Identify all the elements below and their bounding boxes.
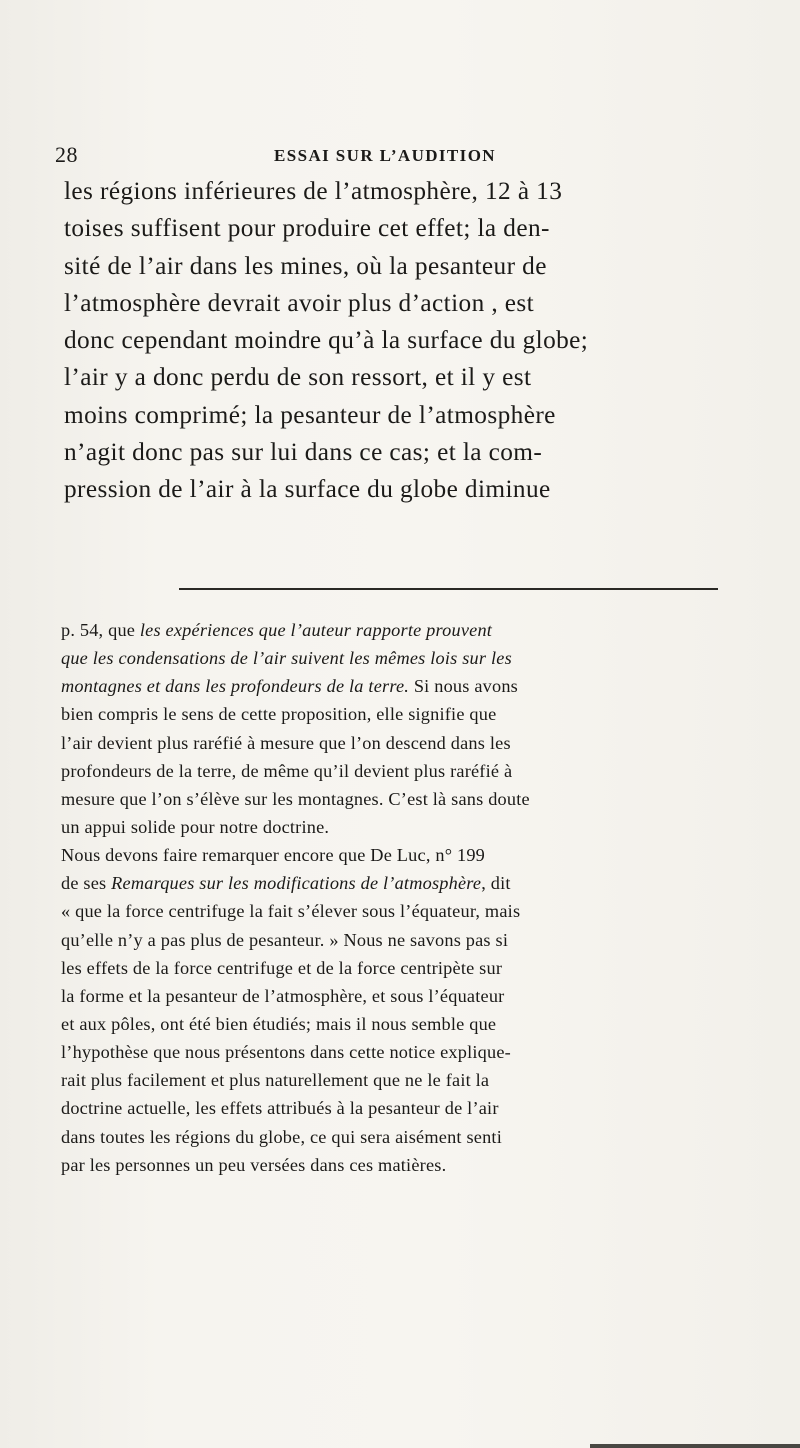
running-head [0, 142, 800, 170]
note-line: et aux pôles, ont été bien étudiés; mais il nous semble que [61, 1013, 497, 1034]
main-text-line: pression de l’air à la surface du globe diminue [64, 475, 551, 504]
note-line: bien compris le sens de cette proposition, elle signifie que [61, 704, 497, 725]
note-line: que les condensations de l’air suivent les mêmes lois sur les [61, 648, 512, 669]
note-line: dans toutes les régions du globe, ce qui sera aisément senti [61, 1126, 502, 1147]
note-line: l’hypothèse que nous présentons dans cette notice explique- [61, 1042, 511, 1063]
main-text-line: les régions inférieures de l’atmosphère, 12 à 13 [64, 177, 563, 205]
note-italic-text: montagnes et dans les profondeurs de la terre. [61, 676, 410, 697]
running-title: ESSAI SUR L’AUDITION [274, 146, 496, 165]
page-number: 28 [55, 142, 78, 167]
note-line: Nous devons faire remarquer encore que De Luc, n° 199 [61, 845, 485, 866]
note-line [61, 869, 761, 897]
footnote-block [61, 616, 761, 1179]
note-line: qu’elle n’y a pas plus de pesanteur. » Nous ne savons pas si [61, 929, 509, 950]
note-text: de ses [61, 873, 112, 894]
main-text-line: l’atmosphère devrait avoir plus d’action , est [64, 288, 535, 317]
main-text-line: sité de l’air dans les mines, où la pesanteur de [64, 251, 547, 280]
note-line: la forme et la pesanteur de l’atmosphère, et sous l’équateur [61, 985, 505, 1006]
note-italic-text: les expériences que l’auteur rapporte prouvent [139, 620, 493, 640]
footnote-separator-rule [179, 588, 718, 590]
main-text-line: l’air y a donc perdu de son ressort, et il y est [64, 363, 532, 392]
note-line: rait plus facilement et plus naturellement que ne le fait la [61, 1070, 490, 1091]
note-line: profondeurs de la terre, de même qu’il devient plus raréfié à [61, 760, 513, 781]
note-line [61, 672, 761, 700]
note-line: un appui solide pour notre doctrine. [61, 816, 330, 837]
note-line: doctrine actuelle, les effets attribués à la pesanteur de l’air [61, 1098, 499, 1119]
main-text-line: n’agit donc pas sur lui dans ce cas; et la com- [64, 438, 543, 467]
note-line: l’air devient plus raréfié à mesure que l’on descend dans les [61, 732, 511, 753]
note-text: p. 54, que [61, 620, 140, 640]
main-text-line: moins comprimé; la pesanteur de l’atmosphère [64, 400, 556, 429]
note-text: , dit [481, 873, 511, 894]
main-text-block [64, 173, 754, 509]
page-edge-shadow [590, 1444, 800, 1448]
note-italic-text: Remarques sur les modifications de l’atmosphère [111, 873, 482, 894]
note-text: Si nous avons [409, 676, 518, 697]
note-line: les effets de la force centrifuge et de la force centripète sur [61, 957, 503, 978]
note-line [61, 616, 761, 644]
main-text-line: toises suffisent pour produire cet effet; la den- [64, 214, 550, 243]
note-line: « que la force centrifuge la fait s’élever sous l’équateur, mais [61, 901, 521, 922]
note-line: par les personnes un peu versées dans ces matières. [61, 1154, 447, 1175]
main-text-line: donc cependant moindre qu’à la surface du globe; [64, 326, 589, 355]
note-line: mesure que l’on s’élève sur les montagnes. C’est là sans doute [61, 788, 530, 809]
